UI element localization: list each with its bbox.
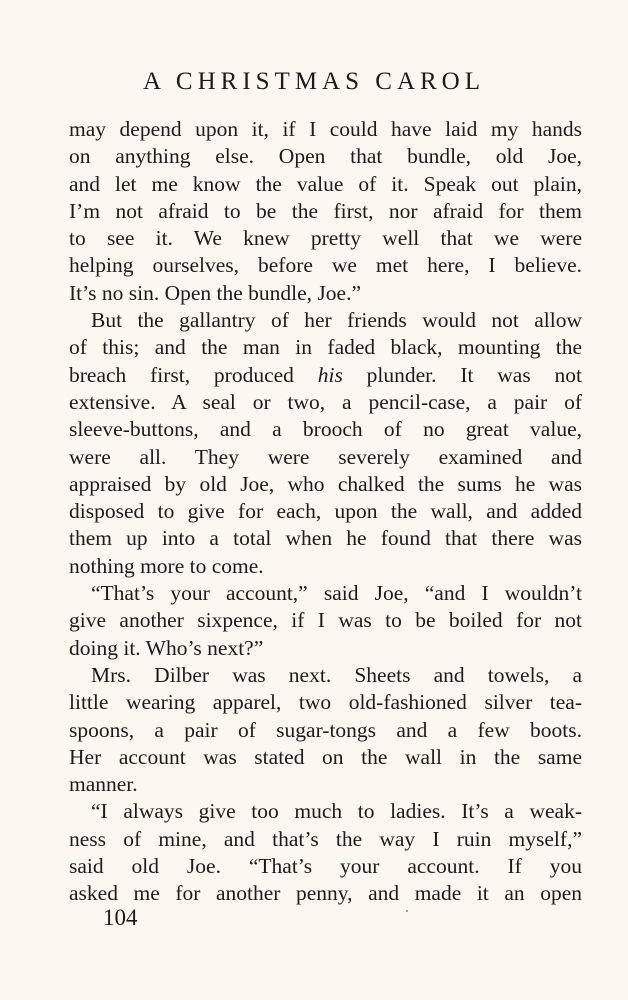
text-line: to see it. We knew pretty well that we were <box>69 226 582 251</box>
text-line: extensive. A seal or two, a pencil-case, a pair of <box>69 389 582 414</box>
text-line: on anything else. Open that bundle, old Joe, <box>69 144 582 169</box>
text-line: disposed to give for each, upon the wall, and added <box>69 499 582 524</box>
emphasis: his <box>317 362 343 387</box>
body-text <box>69 116 582 908</box>
text-line: doing it. Who’s next?” <box>69 635 264 660</box>
text-line: helping ourselves, before we met here, I believe. <box>69 253 582 278</box>
text-line: may depend upon it, if I could have laid my hands <box>69 117 582 141</box>
text-line: and let me know the value of it. Speak out plain, <box>69 171 582 196</box>
text-line: ness of mine, and that’s the way I ruin myself,” <box>69 826 582 851</box>
text-line: “I always give too much to ladies. It’s a weak- <box>91 799 582 824</box>
text-line: said old Joe. “That’s your account. If you <box>69 854 582 879</box>
text-line: little wearing apparel, two old-fashioned silver tea- <box>69 690 582 715</box>
text-line: appraised by old Joe, who chalked the sums he was <box>69 471 582 496</box>
text-line: Mrs. Dilber was next. Sheets and towels, a <box>91 662 582 687</box>
text-line: manner. <box>69 772 138 797</box>
text-line: give another sixpence, if I was to be boiled for not <box>69 608 582 633</box>
text-line: I’m not afraid to be the first, nor afraid for them <box>69 198 582 223</box>
running-head: A CHRISTMAS CAROL <box>143 68 485 95</box>
text-line: asked me for another penny, and made it an open <box>69 881 582 906</box>
text-line: sleeve-buttons, and a brooch of no great value, <box>69 417 582 442</box>
text-line: Her account was stated on the wall in the same <box>69 744 582 769</box>
text-line: But the gallantry of her friends would not allow <box>91 308 582 333</box>
text-line: them up into a total when he found that there was <box>69 526 582 551</box>
text-line: nothing more to come. <box>69 553 264 578</box>
text-line: of this; and the man in faded black, mounting the <box>69 335 582 360</box>
text-line: were all. They were severely examined and <box>69 444 582 469</box>
text-line: spoons, a pair of sugar-tongs and a few boots. <box>69 717 582 742</box>
text-line: It’s no sin. Open the bundle, Joe.” <box>69 280 361 305</box>
print-speck <box>406 910 408 912</box>
page-number: 104 <box>103 905 138 930</box>
text-line: “That’s your account,” said Joe, “and I wouldn’t <box>91 581 582 606</box>
text-line: breach first, produced his plunder. It was not <box>69 362 582 387</box>
